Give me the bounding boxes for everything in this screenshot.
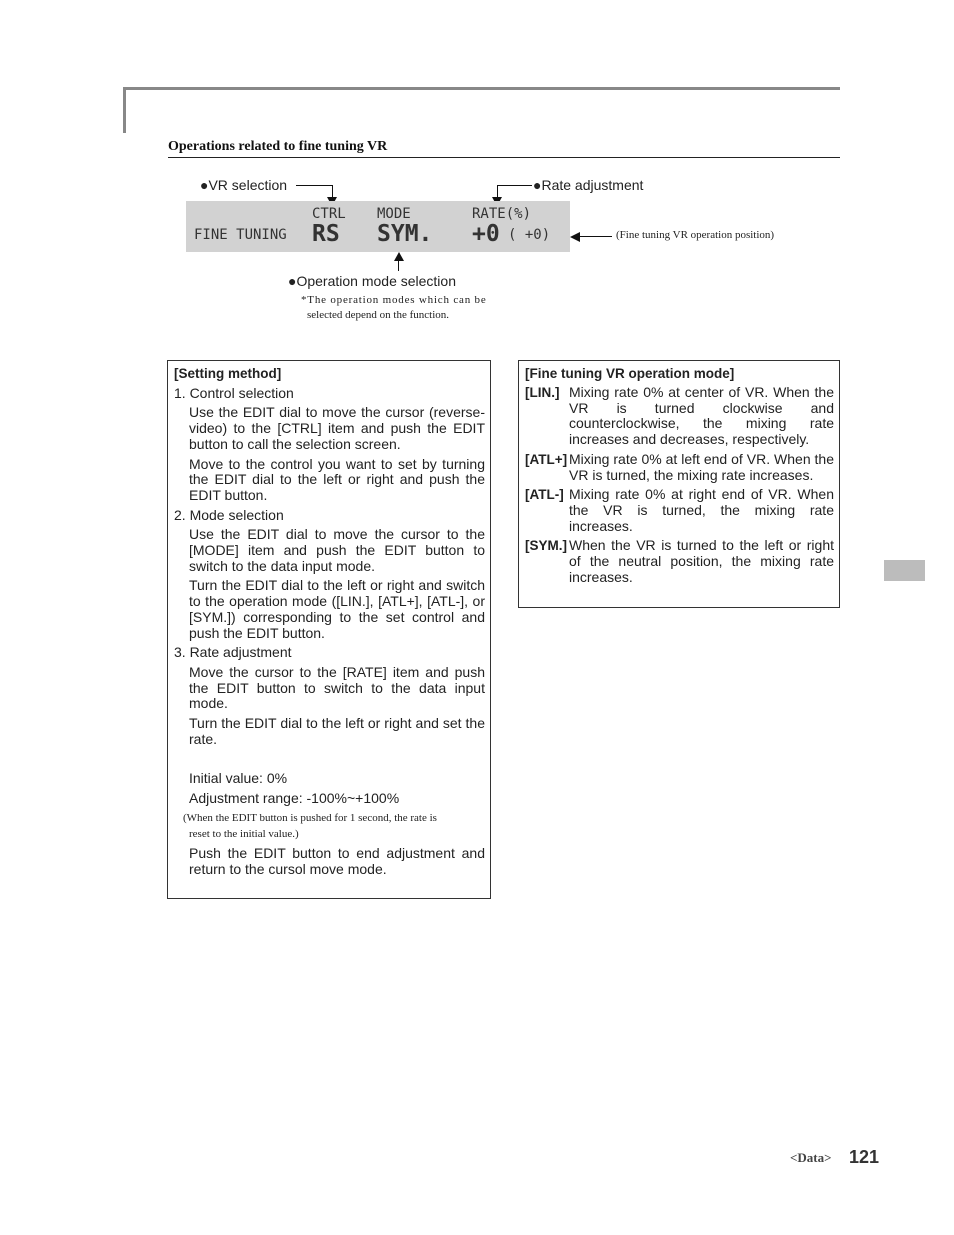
step3-title: 3. Rate adjustment bbox=[174, 644, 292, 661]
callout-line-rate-down bbox=[497, 185, 498, 197]
callout-mode-note-line1: *The operation modes which can be bbox=[301, 294, 487, 306]
reset-note-line2: reset to the initial value.) bbox=[189, 827, 299, 840]
lcd-ctrl-header: CTRL bbox=[312, 206, 346, 222]
mode-item-lin bbox=[525, 385, 834, 448]
callout-position-note: (Fine tuning VR operation position) bbox=[616, 229, 775, 241]
initial-value: Initial value: 0% bbox=[189, 770, 288, 787]
callout-line-vr-down bbox=[332, 185, 333, 197]
step1-title: 1. Control selection bbox=[174, 384, 294, 401]
callout-line-mode bbox=[398, 260, 399, 271]
lcd-screen bbox=[186, 201, 570, 252]
section-rule bbox=[168, 157, 840, 158]
step2-para1: Use the EDIT dial to move the cursor to the [MODE] item and push the EDIT button to switch to the data input mode. bbox=[189, 526, 485, 574]
mode-label: [ATL+] bbox=[525, 451, 568, 467]
reset-note-line1: (When the EDIT button is pushed for 1 second, the rate is bbox=[183, 811, 437, 824]
mode-description: Mixing rate 0% at left end of VR. When the VR is turned, the mixing rate increases. bbox=[569, 450, 834, 483]
setting-method-heading: [Setting method] bbox=[174, 366, 282, 381]
callout-rate-adjustment: ●Rate adjustment bbox=[533, 177, 644, 193]
header-bar bbox=[123, 87, 840, 90]
callout-operation-mode: ●Operation mode selection bbox=[288, 273, 456, 289]
mode-label: [ATL-] bbox=[525, 487, 564, 503]
mode-description: When the VR is turned to the left or right of the neutral position, the mixing rate increases. bbox=[569, 537, 834, 585]
section-tab-marker bbox=[884, 560, 925, 581]
step2-title: 2. Mode selection bbox=[174, 506, 284, 523]
lcd-position-value: ( +0) bbox=[508, 227, 551, 243]
final-instruction: Push the EDIT button to end adjustment and return to the cursol move mode. bbox=[189, 844, 485, 877]
header-bar-vertical bbox=[123, 87, 126, 133]
step2-para2: Turn the EDIT dial to the left or right and switch to the operation mode ([LIN.], [ATL+], [ATL-], or [SYM.]) corresponding to the set control and push the EDIT button. bbox=[189, 577, 485, 641]
lcd-ctrl-value: RS bbox=[312, 221, 340, 247]
callout-line-rate bbox=[497, 185, 532, 186]
callout-mode-note-line2: selected depend on the function. bbox=[307, 309, 450, 321]
callout-vr-selection: ●VR selection bbox=[200, 177, 288, 193]
arrow-operation-mode bbox=[394, 252, 404, 261]
step3-para2: Turn the EDIT dial to the left or right and set the rate. bbox=[189, 715, 485, 747]
arrow-position bbox=[570, 232, 580, 242]
spacer bbox=[174, 747, 485, 767]
callout-line-vr bbox=[296, 185, 333, 186]
lcd-mode-header: MODE bbox=[377, 206, 411, 222]
mode-item-sym bbox=[525, 538, 834, 585]
callout-line-position bbox=[579, 236, 612, 237]
mode-description: Mixing rate 0% at center of VR. When the VR is turned clockwise and counterclockwise, the mixing rate increases and decreases, respectively. bbox=[569, 384, 834, 448]
lcd-rate-header: RATE(%) bbox=[472, 206, 532, 222]
mode-label: [SYM.] bbox=[525, 538, 567, 554]
lcd-mode-value: SYM. bbox=[377, 221, 433, 247]
mode-item-atl-plus bbox=[525, 452, 834, 483]
adjustment-range: Adjustment range: -100%~+100% bbox=[189, 790, 400, 807]
step3-para1: Move the cursor to the [RATE] item and push the EDIT button to switch to the data input mode. bbox=[189, 663, 485, 712]
setting-method-box bbox=[167, 360, 491, 899]
mode-description: Mixing rate 0% at right end of VR. When the VR is turned, the mixing rate increases. bbox=[569, 486, 834, 534]
page-number: 121 bbox=[849, 1147, 880, 1167]
section-title: Operations related to fine tuning VR bbox=[168, 139, 388, 154]
mode-label: [LIN.] bbox=[525, 385, 560, 400]
operation-mode-heading: [Fine tuning VR operation mode] bbox=[525, 366, 735, 381]
mode-item-atl-minus bbox=[525, 487, 834, 534]
step1-para1: Use the EDIT dial to move the cursor (reverse-video) to the [CTRL] item and push the EDIT button to call the selection screen. bbox=[189, 404, 485, 452]
step1-para2: Move to the control you want to set by turning the EDIT dial to the left or right and push the EDIT button. bbox=[189, 455, 485, 503]
lcd-rate-value: +0 bbox=[472, 221, 500, 247]
footer-section-label: <Data> bbox=[790, 1150, 832, 1165]
operation-mode-box bbox=[518, 360, 840, 608]
lcd-function-label: FINE TUNING bbox=[194, 227, 287, 243]
